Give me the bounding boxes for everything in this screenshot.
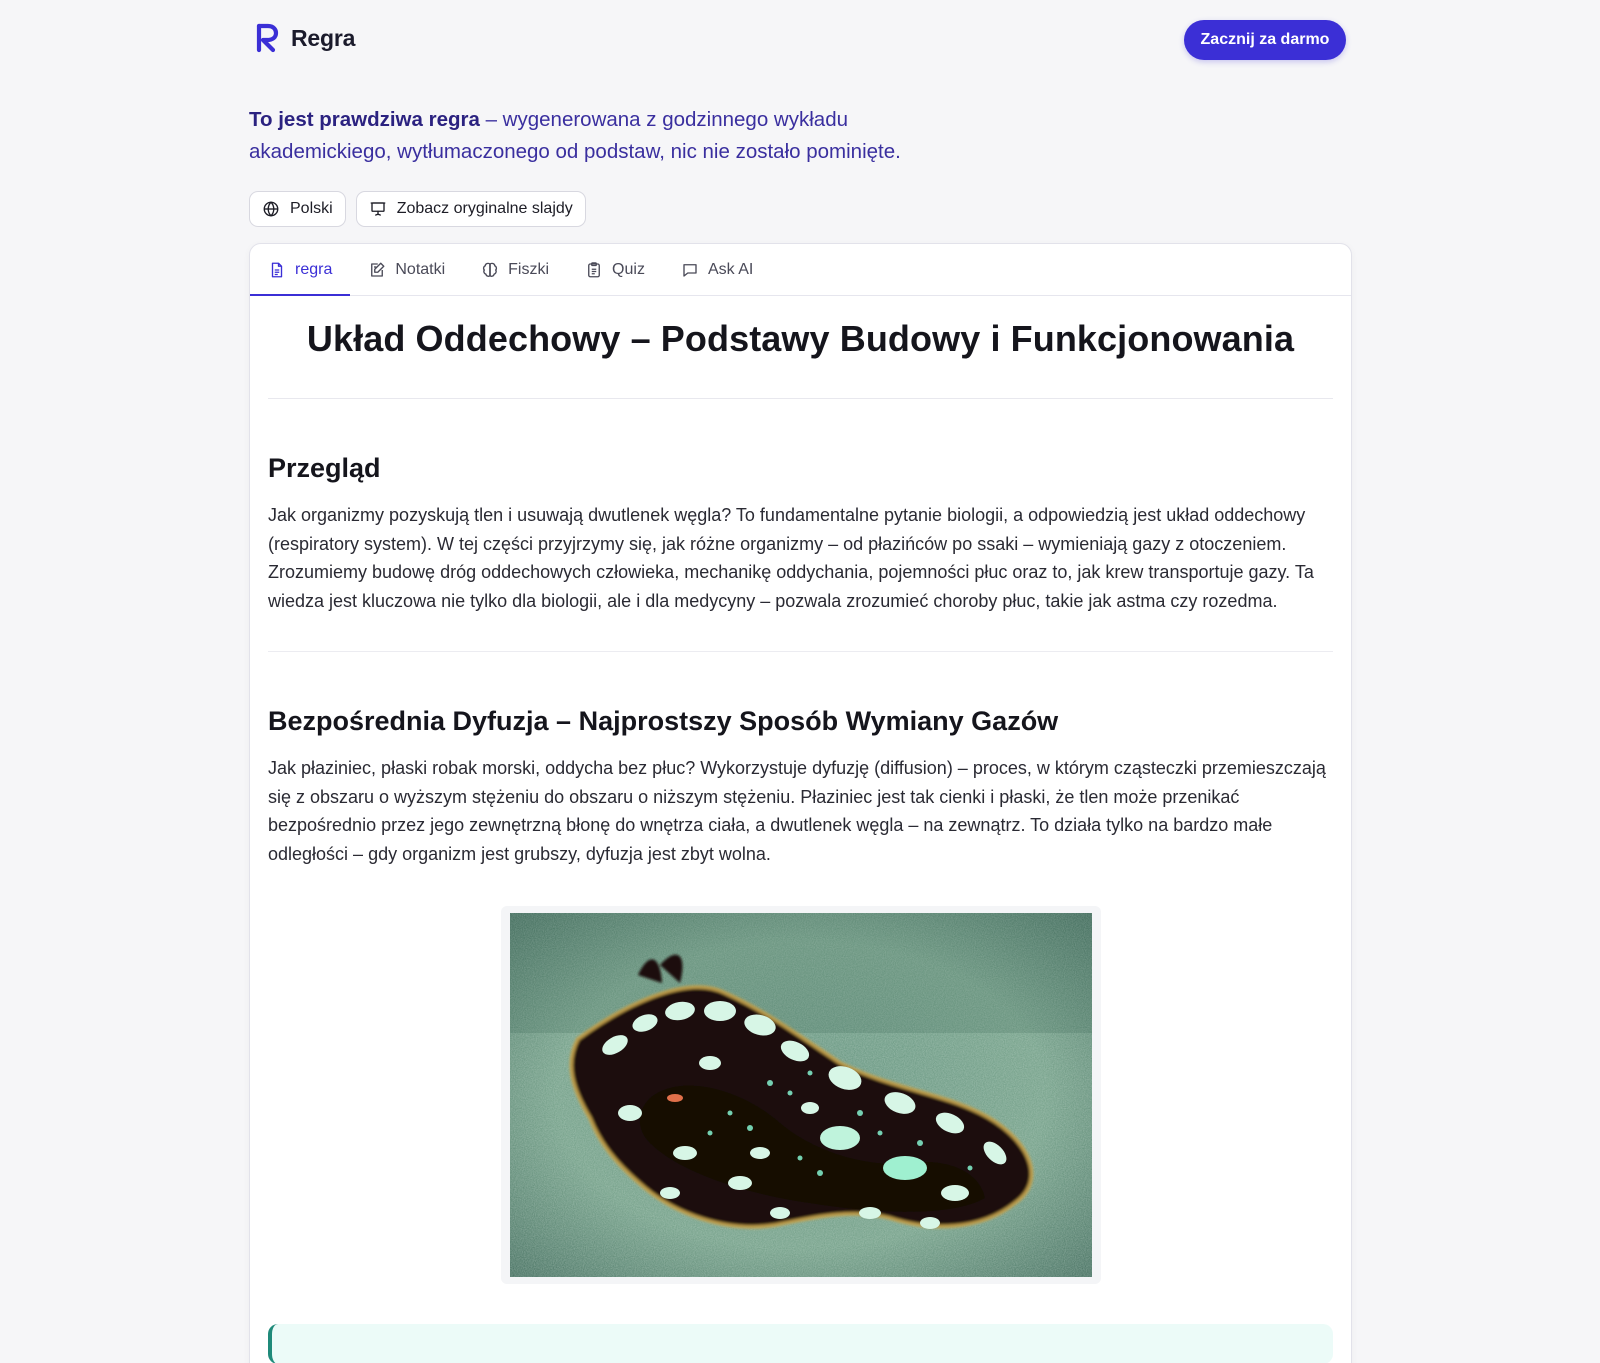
divider bbox=[268, 398, 1333, 399]
brand-logo[interactable] bbox=[255, 22, 355, 54]
divider bbox=[268, 651, 1333, 652]
intro-bold: To jest prawdziwa regra bbox=[249, 108, 480, 131]
brain-icon bbox=[481, 261, 499, 279]
flatworm-figure bbox=[501, 906, 1101, 1284]
view-slides-label: Zobacz oryginalne slajdy bbox=[396, 200, 573, 217]
language-label: Polski bbox=[290, 200, 333, 217]
section-heading: Bezpośrednia Dyfuzja – Najprostszy Sposób Wymiany Gazów bbox=[268, 706, 1059, 736]
tab-fiszki[interactable] bbox=[463, 244, 567, 295]
tab-notatki[interactable] bbox=[350, 244, 463, 295]
tab-bar bbox=[250, 244, 1351, 296]
tab-label: Notatki bbox=[395, 260, 446, 278]
tab-regra[interactable] bbox=[250, 244, 350, 295]
action-pills bbox=[249, 191, 586, 227]
content-card bbox=[249, 243, 1352, 1363]
brand-name: Regra bbox=[291, 24, 356, 51]
tab-quiz[interactable] bbox=[567, 244, 663, 295]
intro-text bbox=[249, 104, 969, 168]
section-heading: Przegląd bbox=[268, 453, 381, 483]
section-paragraph: Jak organizmy pozyskują tlen i usuwają dwutlenek węgla? To fundamentalne pytanie biologii, a odpowiedzią jest układ oddechowy (respiratory system). W tej części przyjrzymy się, jak różne organizmy – od płazińców po ssaki – wymieniają gazy z otoczeniem. Zrozumiemy budowę dróg oddechowych człowieka, mechanikę oddychania, pojemności płuc oraz to, jak krew transportuje gazy. Ta wiedza jest kluczowa nie tylko dla biologii, ale i dla medycyny – pozwala zrozumieć choroby płuc, takie jak astma czy rozedma. bbox=[268, 505, 1314, 611]
start-free-button[interactable]: Zacznij za darmo bbox=[1184, 20, 1346, 60]
chat-icon bbox=[681, 261, 699, 279]
tab-label: Fiszki bbox=[508, 260, 550, 278]
section-paragraph: Jak płaziniec, płaski robak morski, oddycha bez płuc? Wykorzystuje dyfuzję (diffusion) – proces, w którym cząsteczki przemieszczają się z obszaru o wyższym stężeniu do obszaru o niższym stężeniu. Płaziniec jest tak cienki i płaski, że tlen może przenikać bezpośrednio przez jego zewnętrzną błonę do wnętrza ciała, a dwutlenek węgla – na zewnątrz. To działa tylko na bardzo małe odległości – gdy organizm jest grubszy, dyfuzja jest zbyt wolna. bbox=[268, 758, 1326, 864]
tab-label: Ask AI bbox=[707, 260, 754, 278]
tab-ask-ai[interactable] bbox=[663, 244, 771, 295]
edit-note-icon bbox=[368, 261, 386, 279]
clipboard-icon bbox=[585, 261, 603, 279]
tab-label: regra bbox=[295, 260, 333, 278]
top-bar bbox=[0, 0, 1600, 80]
callout-box bbox=[268, 1324, 1333, 1363]
regra-logo-icon bbox=[255, 22, 281, 54]
flatworm-photo bbox=[510, 913, 1092, 1277]
document-content bbox=[250, 318, 1351, 1363]
tab-label: Quiz bbox=[612, 260, 645, 278]
language-button[interactable] bbox=[249, 191, 346, 227]
document-title: Układ Oddechowy – Podstawy Budowy i Funkcjonowania bbox=[306, 318, 1295, 359]
intro-rest: – wygenerowana z godzinnego wykładu akademickiego, wytłumaczonego od podstaw, nic nie zostało pominięte. bbox=[249, 108, 901, 163]
presentation-icon bbox=[369, 200, 387, 218]
document-icon bbox=[268, 261, 286, 279]
globe-icon bbox=[262, 200, 280, 218]
view-slides-button[interactable] bbox=[356, 191, 586, 227]
